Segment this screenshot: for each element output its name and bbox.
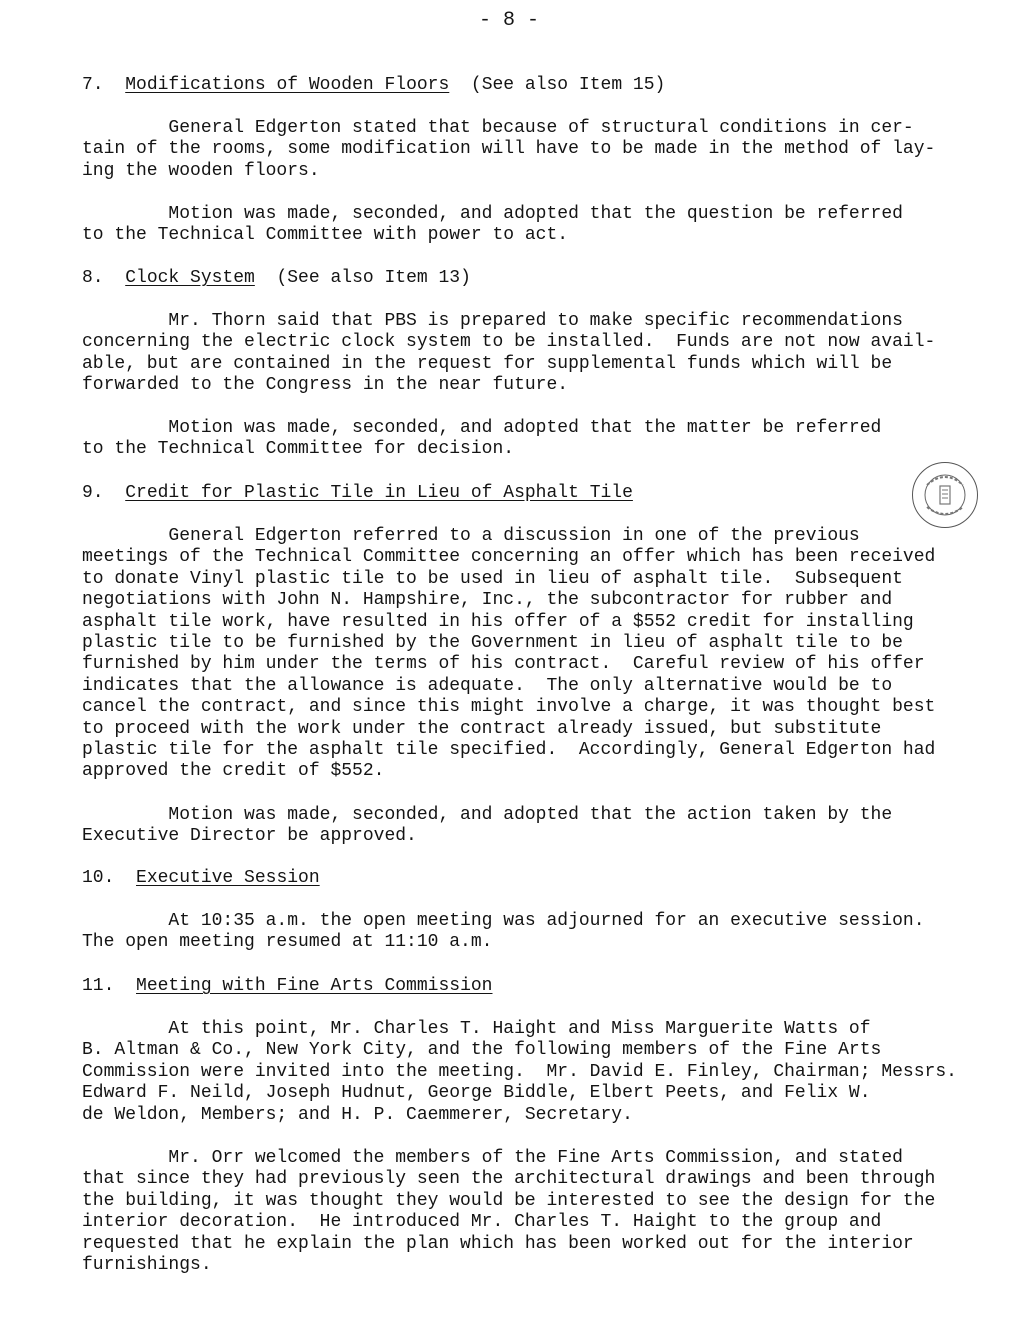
section-note: (See also Item 15) <box>470 75 666 95</box>
paragraph: At 10:35 a.m. the open meeting was adjourned for an executive session. The open meeting resumed at 11:10 a.m. <box>82 911 925 953</box>
library-seal-icon <box>912 462 978 528</box>
paragraph: Mr. Orr welcomed the members of the Fine Arts Commission, and stated that since they had previously seen the architectural drawings and been through the building, it was thought they would be interested to see the design for the interior decoration. He introduced Mr. Charles T. Haight to the group and requested that he explain the plan which has been worked out for the interior furnishings. <box>82 1148 936 1276</box>
paragraph: At this point, Mr. Charles T. Haight and Miss Marguerite Watts of B. Altman & Co., New York City, and the following members of the Fine Arts Commission were invited into the meeting. Mr. David E. Finley, Chairman; Messrs. Edward F. Neild, Joseph Hudnut, George Biddle, Elbert Peets, and Felix W. de Weldon, Members; and H. P. Caemmerer, Secretary. <box>82 1019 957 1125</box>
section-title: Modifications of Wooden Floors <box>125 75 450 95</box>
section-title: Executive Session <box>136 868 320 888</box>
section-heading <box>82 483 942 504</box>
section-number: 8. <box>82 268 104 288</box>
section-number: 9. <box>82 483 104 503</box>
section-title: Clock System <box>125 268 255 288</box>
section-title: Credit for Plastic Tile in Lieu of Asphalt Tile <box>125 483 633 503</box>
section-8 <box>82 268 942 460</box>
section-heading <box>82 75 942 96</box>
section-heading <box>82 868 942 889</box>
section-title: Meeting with Fine Arts Commission <box>136 976 493 996</box>
paragraph: Motion was made, seconded, and adopted that the question be referred to the Technical Committee with power to act. <box>82 204 903 246</box>
section-note: (See also Item 13) <box>276 268 471 288</box>
paragraph: General Edgerton stated that because of structural conditions in cer- tain of the rooms, some modification will have to be made in the method of lay- ing the wooden floors. <box>82 118 936 181</box>
paragraph: Motion was made, seconded, and adopted that the matter be referred to the Technical Committee for decision. <box>82 418 882 460</box>
section-number: 7. <box>82 75 104 95</box>
seal-graphic <box>913 463 977 527</box>
section-9 <box>82 483 942 847</box>
section-7 <box>82 75 942 246</box>
section-11 <box>82 976 957 1276</box>
section-heading <box>82 268 942 289</box>
paragraph: General Edgerton referred to a discussion in one of the previous meetings of the Technical Committee concerning an offer which has been received to donate Vinyl plastic tile to be used in lieu of asphalt tile. Subsequent negotiations with John N. Hampshire, Inc., the subcontractor for rubber and asphalt tile work, have resulted in his offer of a $552 credit for installing plastic tile to be furnished by the Government in lieu of asphalt tile to be furnished by him under the terms of his contract. Careful review of his offer indicates that the allowance is adequate. The only alternative would be to cancel the contract, and since this might involve a charge, it was thought best to proceed with the work under the contract already issued, but substitute plastic tile for the asphalt tile specified. Accordingly, General Edgerton had approved the credit of $552. <box>82 526 936 782</box>
page-number: - 8 - <box>478 9 539 32</box>
section-number: 10. <box>82 868 115 888</box>
paragraph: Motion was made, seconded, and adopted that the action taken by the Executive Director be approved. <box>82 805 893 847</box>
section-10 <box>82 868 942 953</box>
section-heading <box>82 976 942 997</box>
section-number: 11. <box>82 976 115 996</box>
paragraph: Mr. Thorn said that PBS is prepared to make specific recommendations concerning the electric clock system to be installed. Funds are not now avail- able, but are contained in the request for supplemental funds which will be forwarded to the Congress in the near future. <box>82 311 936 396</box>
